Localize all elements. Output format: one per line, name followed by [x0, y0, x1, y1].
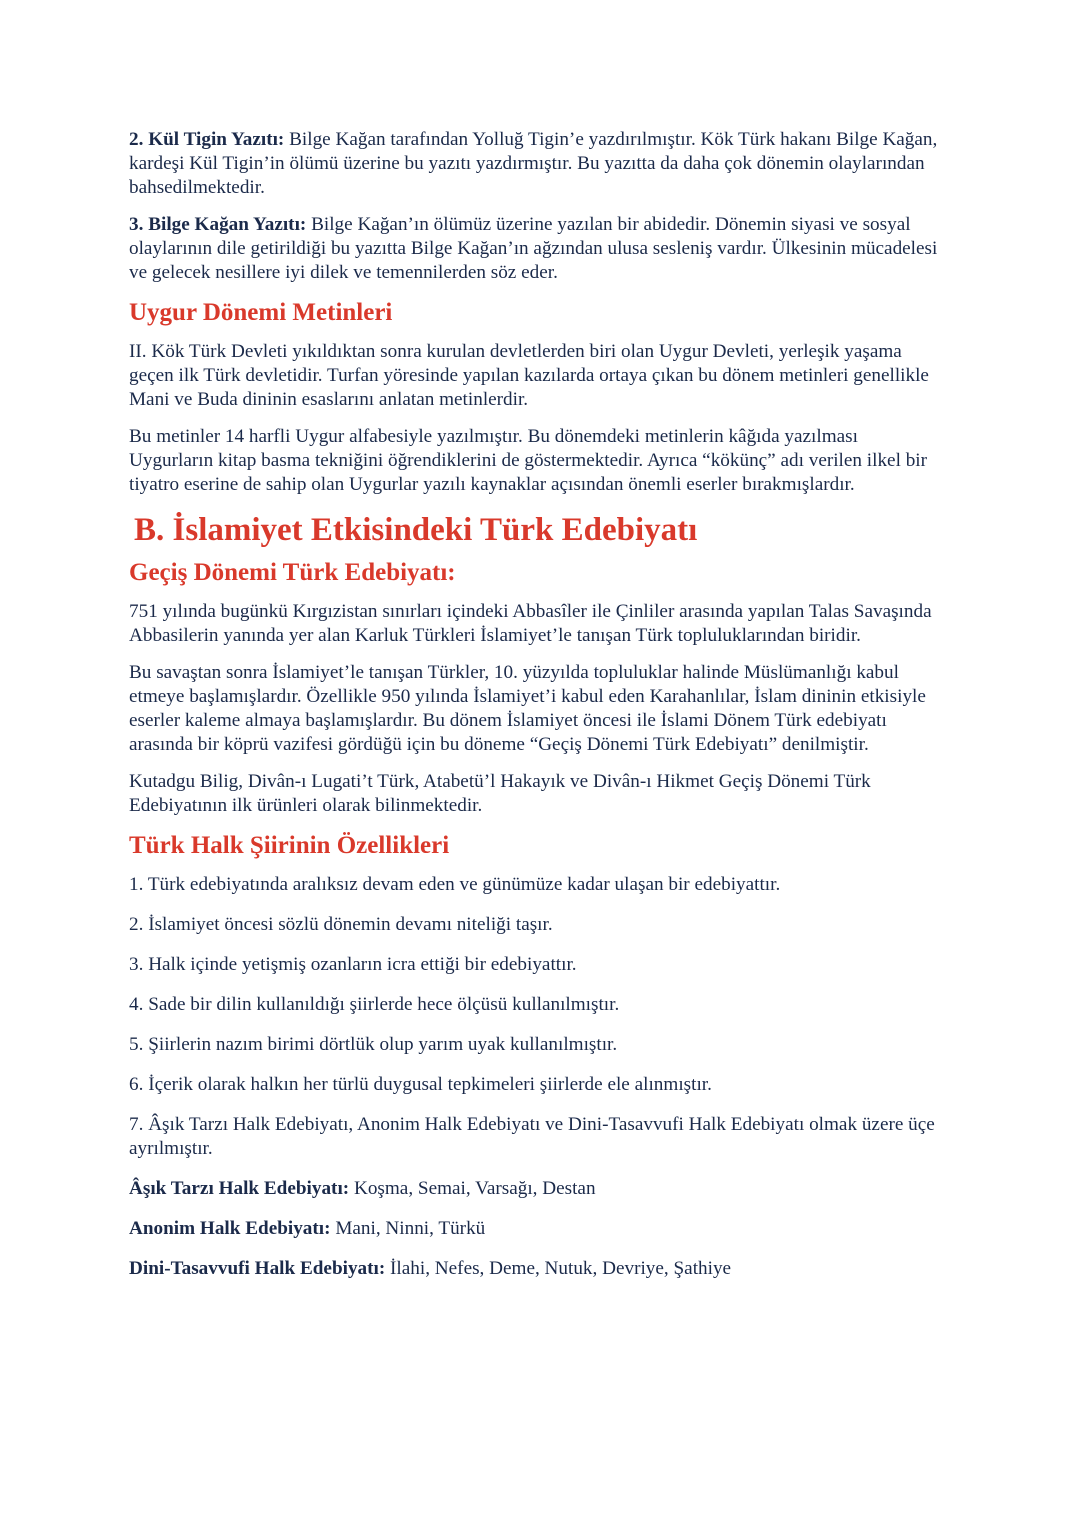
asik-label: Âşık Tarzı Halk Edebiyatı: — [129, 1178, 350, 1199]
asik-genre-line — [129, 1177, 944, 1201]
bilge-kagan-label: 3. Bilge Kağan Yazıtı: — [129, 214, 307, 235]
gecis-heading: Geçiş Dönemi Türk Edebiyatı: — [129, 559, 456, 586]
dini-label: Dini-Tasavvufi Halk Edebiyatı: — [129, 1258, 386, 1279]
anonim-label: Anonim Halk Edebiyatı: — [129, 1218, 331, 1239]
kul-tigin-paragraph — [129, 128, 944, 200]
kul-tigin-text: Bilge Kağan tarafından Yolluğ Tigin’e yazdırılmıştır. Kök Türk hakanı Bilge Kağan, kardeşi Kül Tigin’in ölümü üzerine bu yazıtı yazdırmıştır. Bu yazıtta da daha çok dönemin olaylarından bahsedilmektedir. — [129, 129, 938, 198]
kul-tigin-label: 2. Kül Tigin Yazıtı: — [129, 129, 285, 150]
uygur-paragraph-2: Bu metinler 14 harfli Uygur alfabesiyle yazılmıştır. Bu dönemdeki metinlerin kâğıda yazılması Uygurların kitap basma tekniğini öğrendiklerini de göstermektedir. Ayrıca “kökünç” adı verilen ilkel bir tiyatro eserine de sahip olan Uygurlar yazılı kaynaklar açısından önemli eserler bırakmışlardır. — [129, 426, 928, 495]
list-item: 7. Âşık Tarzı Halk Edebiyatı, Anonim Halk Edebiyatı ve Dini-Tasavvufi Halk Edebiyatı olmak üzere üçe ayrılmıştır. — [129, 1114, 935, 1159]
gecis-paragraph-2: Bu savaştan sonra İslamiyet’le tanışan Türkler, 10. yüzyılda topluluklar halinde Müslümanlığı kabul etmeye başlamışlardır. Özellikle 950 yılında İslamiyet’i kabul eden Karahanlılar, İslam dininin etkisiyle eserler kaleme almaya başlamışlardır. Bu dönem İslamiyet öncesi ile İslami Dönem Türk edebiyatı arasında bir köprü vazifesi gördüğü için bu döneme “Geçiş Dönemi Türk Edebiyatı” denilmiştir. — [129, 662, 926, 755]
halk-heading: Türk Halk Şiirinin Özellikleri — [129, 832, 450, 859]
dini-text: İlahi, Nefes, Deme, Nutuk, Devriye, Şathiye — [385, 1258, 732, 1279]
gecis-paragraph-3: Kutadgu Bilig, Divân-ı Lugati’t Türk, Atabetü’l Hakayık ve Divân-ı Hikmet Geçiş Dönemi Türk Edebiyatının ilk ürünleri olarak bilinmektedir. — [129, 771, 871, 816]
anonim-text: Mani, Ninni, Türkü — [330, 1218, 486, 1239]
list-item: 4. Sade bir dilin kullanıldığı şiirlerde hece ölçüsü kullanılmıştır. — [129, 994, 620, 1015]
list-item: 3. Halk içinde yetişmiş ozanların icra ettiği bir edebiyattır. — [129, 954, 577, 975]
gecis-paragraph-1: 751 yılında bugünkü Kırgızistan sınırları içindeki Abbasîler ile Çinliler arasında yapılan Talas Savaşında Abbasilerin yanında yer alan Karluk Türkleri İslamiyet’le tanışan Türk topluluklarından biridir. — [129, 601, 932, 646]
halk-genres — [129, 1177, 944, 1281]
list-item: 5. Şiirlerin nazım birimi dörtlük olup yarım uyak kullanılmıştır. — [129, 1034, 618, 1055]
list-item: 2. İslamiyet öncesi sözlü dönemin devamı niteliği taşır. — [129, 914, 553, 935]
anonim-genre-line — [129, 1217, 944, 1241]
list-item: 6. İçerik olarak halkın her türlü duygusal tepkimeleri şiirlerde ele alınmıştır. — [129, 1074, 712, 1095]
uygur-heading: Uygur Dönemi Metinleri — [129, 299, 393, 326]
asik-text: Koşma, Semai, Varsağı, Destan — [349, 1178, 596, 1199]
halk-features-list — [129, 873, 944, 1161]
list-item: 1. Türk edebiyatında aralıksız devam eden ve günümüze kadar ulaşan bir edebiyattır. — [129, 874, 781, 895]
section-b-heading: B. İslamiyet Etkisindeki Türk Edebiyatı — [134, 512, 698, 548]
dini-genre-line — [129, 1257, 944, 1281]
bilge-kagan-paragraph — [129, 213, 944, 285]
uygur-paragraph-1: II. Kök Türk Devleti yıkıldıktan sonra kurulan devletlerden biri olan Uygur Devleti, yerleşik yaşama geçen ilk Türk devletidir. Turfan yöresinde yapılan kazılarda ortaya çıkan bu dönem metinleri genellikle Mani ve Buda dininin esaslarını anlatan metinlerdir. — [129, 341, 929, 410]
bilge-kagan-text: Bilge Kağan’ın ölümüz üzerine yazılan bir abidedir. Dönemin siyasi ve sosyal olaylarının dile getirildiği bu yazıtta Bilge Kağan’ın ağzından ulusa sesleniş vardır. Ülkesinin mücadelesi ve gelecek nesillere iyi dilek ve temennilerden söz eder. — [129, 214, 938, 283]
document-page — [129, 128, 944, 1297]
